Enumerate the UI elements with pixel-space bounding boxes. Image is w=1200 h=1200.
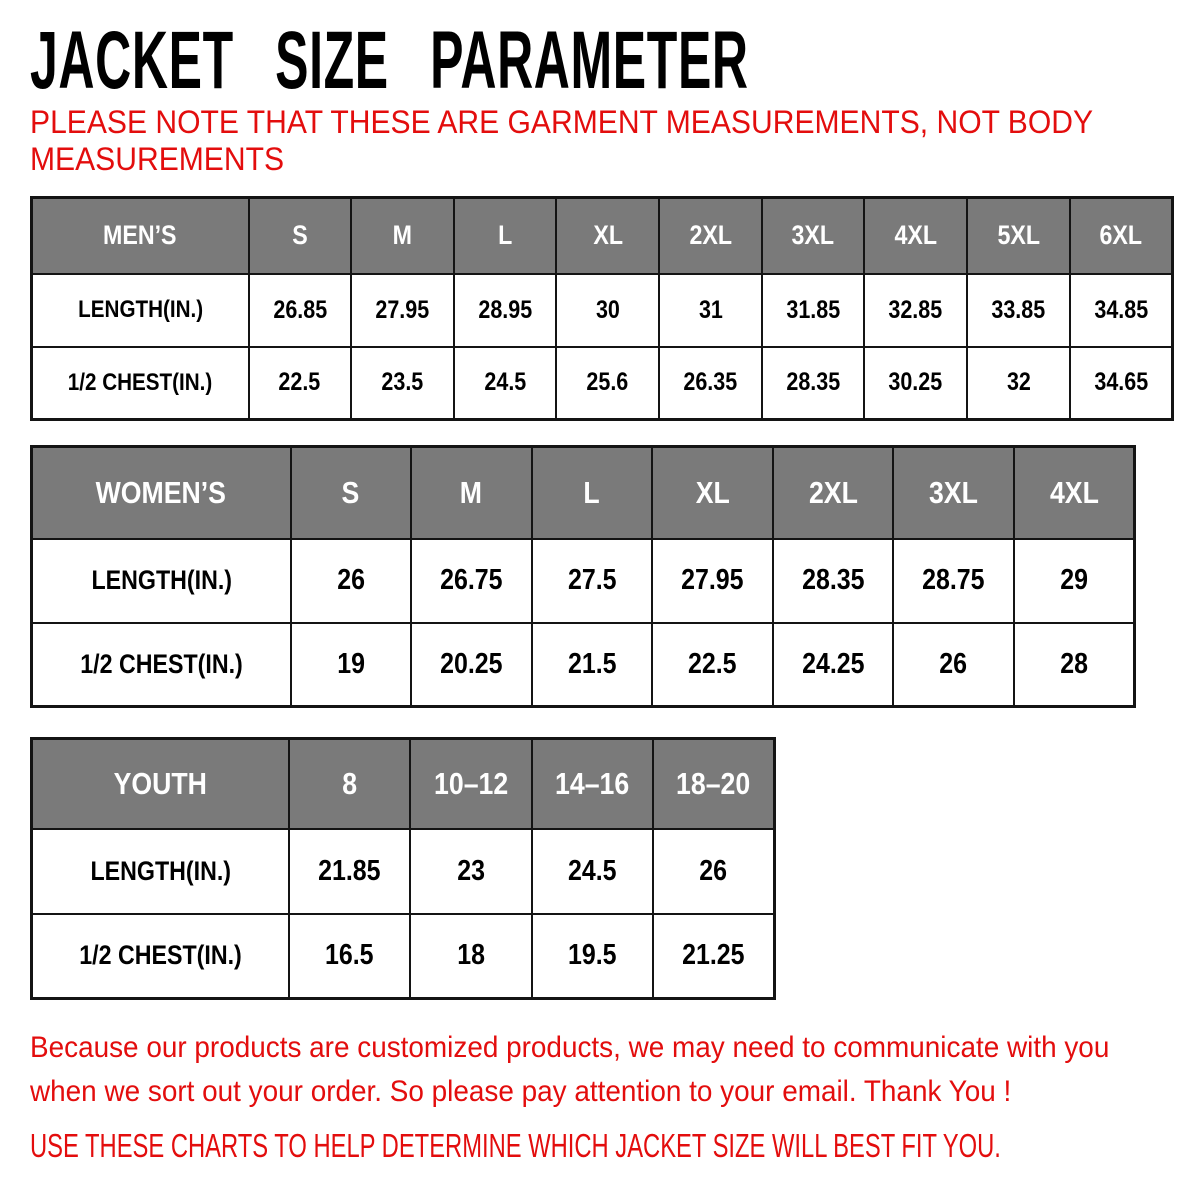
- measurement-value: 24.25: [801, 647, 865, 680]
- measurement-value-cell: [1014, 623, 1135, 707]
- measurement-value-cell: [289, 829, 411, 914]
- measurement-value-cell: [411, 623, 532, 707]
- size-label: 2XL: [689, 220, 732, 251]
- measurement-value-cell: [249, 274, 352, 347]
- measurement-value: 26.85: [272, 295, 327, 324]
- measurement-value: 30.25: [888, 368, 943, 397]
- measurement-value-cell: [653, 829, 775, 914]
- measurement-value-cell: [454, 274, 557, 347]
- measurement-value-cell: [773, 539, 894, 623]
- measurement-value-cell: [556, 347, 659, 420]
- size-label: XL: [695, 474, 730, 510]
- measurement-value: 19: [336, 647, 365, 680]
- measurement-value-cell: [454, 347, 557, 420]
- measurement-value-cell: [291, 623, 412, 707]
- row-label: 1/2 CHEST(IN.): [79, 648, 243, 679]
- table-row: [32, 274, 1173, 347]
- measurement-value-cell: [773, 623, 894, 707]
- size-label: 14–16: [555, 765, 630, 801]
- measurement-value-cell: [652, 623, 773, 707]
- measurement-value-cell: [893, 539, 1014, 623]
- measurement-value-cell: [291, 539, 412, 623]
- row-label: 1/2 CHEST(IN.): [78, 940, 242, 971]
- measurement-value: 31: [698, 295, 723, 324]
- measurement-value-cell: [249, 347, 352, 420]
- measurement-value: 26: [336, 564, 365, 596]
- size-label: M: [392, 220, 413, 251]
- youth-table-title-cell: [32, 739, 289, 829]
- measurement-value: 22.5: [688, 647, 737, 680]
- row-label-cell: [32, 914, 289, 999]
- measurement-value: 28.95: [478, 295, 533, 324]
- measurement-value-cell: [967, 274, 1070, 347]
- size-label: 2XL: [808, 474, 858, 510]
- youth-size-header-cell: [532, 739, 654, 829]
- youth-size-header-cell: [410, 739, 532, 829]
- measurement-value: 29: [1060, 564, 1088, 596]
- size-label: L: [583, 474, 601, 510]
- size-label: 8: [341, 765, 357, 801]
- measurement-value-cell: [351, 347, 454, 420]
- size-label: 10–12: [433, 765, 508, 801]
- youth-size-table: [30, 737, 776, 1000]
- row-label-cell: [32, 829, 289, 914]
- size-label: 18–20: [676, 765, 751, 801]
- measurement-value: 22.5: [278, 368, 321, 397]
- table-title: YOUTH: [113, 765, 207, 801]
- youth-header-row: [32, 739, 775, 829]
- measurement-value-cell: [351, 274, 454, 347]
- measurement-value: 16.5: [324, 939, 374, 972]
- measurement-value-cell: [762, 347, 865, 420]
- size-label: L: [498, 220, 513, 251]
- measurement-value: 32.85: [888, 295, 943, 324]
- mens-size-header-cell: [1070, 198, 1173, 274]
- row-label-cell: [32, 274, 249, 347]
- measurement-value: 23: [456, 854, 485, 887]
- womens-size-header-cell: [532, 447, 653, 539]
- table-title: WOMEN’S: [96, 474, 227, 510]
- measurement-value: 21.85: [318, 854, 381, 887]
- measurement-value: 25.6: [586, 368, 629, 397]
- measurement-value: 33.85: [991, 295, 1046, 324]
- mens-size-header-cell: [659, 198, 762, 274]
- mens-size-header-cell: [864, 198, 967, 274]
- mens-size-header-cell: [967, 198, 1070, 274]
- measurement-value: 26.35: [683, 368, 738, 397]
- row-label-cell: [32, 539, 291, 623]
- measurement-value-cell: [893, 623, 1014, 707]
- measurement-value: 28.35: [801, 564, 865, 596]
- youth-size-header-cell: [289, 739, 411, 829]
- chart-usage-instruction: USE THESE CHARTS TO HELP DETERMINE WHICH JACKET SIZE WILL BEST FIT YOU.: [30, 1127, 1001, 1164]
- youth-size-header-cell: [653, 739, 775, 829]
- measurement-value: 21.5: [567, 647, 617, 680]
- size-label: S: [292, 220, 308, 251]
- size-label: S: [341, 474, 360, 510]
- womens-size-header-cell: [1014, 447, 1135, 539]
- measurement-value-cell: [659, 274, 762, 347]
- customization-notice-line-1: Because our products are customized products, we may need to communicate with you: [30, 1031, 1110, 1064]
- measurement-value: 30: [595, 295, 620, 324]
- measurement-value: 34.85: [1093, 295, 1148, 324]
- row-label: LENGTH(IN.): [89, 855, 231, 886]
- mens-size-header-cell: [556, 198, 659, 274]
- measurement-value-cell: [289, 914, 411, 999]
- womens-size-header-cell: [411, 447, 532, 539]
- measurement-value: 28.75: [922, 564, 985, 596]
- womens-size-header-cell: [291, 447, 412, 539]
- note-line-2: MEASUREMENTS: [30, 141, 285, 177]
- note-line-1: PLEASE NOTE THAT THESE ARE GARMENT MEASUREMENTS, NOT BODY: [30, 104, 1094, 140]
- mens-size-header-cell: [762, 198, 865, 274]
- measurement-value: 24.5: [567, 854, 617, 887]
- measurement-value-cell: [411, 539, 532, 623]
- size-label: 3XL: [791, 220, 835, 251]
- measurement-value-cell: [967, 347, 1070, 420]
- size-label: 4XL: [1049, 474, 1099, 510]
- measurement-value: 24.5: [484, 368, 527, 397]
- customization-notice-line-2: when we sort out your order. So please pay attention to your email. Thank You !: [30, 1075, 1012, 1108]
- measurement-value: 27.95: [375, 295, 430, 324]
- table-row: [32, 914, 775, 999]
- mens-size-header-cell: [249, 198, 352, 274]
- measurement-value: 34.65: [1093, 368, 1148, 397]
- measurement-value: 31.85: [786, 295, 841, 324]
- measurement-value-cell: [532, 914, 654, 999]
- row-label-cell: [32, 623, 291, 707]
- table-row: [32, 623, 1135, 707]
- womens-table-title-cell: [32, 447, 291, 539]
- womens-header-row: [32, 447, 1135, 539]
- size-label: 5XL: [997, 220, 1040, 251]
- measurement-value: 27.95: [681, 564, 744, 596]
- row-label: LENGTH(IN.): [77, 296, 203, 323]
- womens-size-header-cell: [652, 447, 773, 539]
- measurement-value-cell: [410, 829, 532, 914]
- measurement-value: 32: [1006, 368, 1031, 397]
- row-label-cell: [32, 347, 249, 420]
- measurement-value-cell: [864, 347, 967, 420]
- table-title: MEN’S: [103, 220, 178, 251]
- mens-header-row: [32, 198, 1173, 274]
- size-label: 3XL: [929, 474, 979, 510]
- row-label: LENGTH(IN.): [90, 565, 232, 595]
- womens-size-header-cell: [773, 447, 894, 539]
- measurement-value: 20.25: [440, 647, 503, 680]
- garment-measurement-note: [30, 104, 1093, 178]
- measurement-value-cell: [532, 829, 654, 914]
- womens-size-table: [30, 445, 1136, 708]
- measurement-value: 21.25: [682, 939, 745, 972]
- measurement-value: 28.35: [786, 368, 841, 397]
- measurement-value: 18: [456, 939, 485, 972]
- table-row: [32, 539, 1135, 623]
- measurement-value: 19.5: [567, 939, 617, 972]
- measurement-value-cell: [532, 623, 653, 707]
- measurement-value-cell: [410, 914, 532, 999]
- measurement-value-cell: [653, 914, 775, 999]
- measurement-value-cell: [532, 539, 653, 623]
- size-label: XL: [592, 220, 623, 251]
- measurement-value: 26.75: [440, 564, 503, 596]
- mens-size-header-cell: [454, 198, 557, 274]
- measurement-value: 23.5: [381, 368, 424, 397]
- measurement-value-cell: [1014, 539, 1135, 623]
- table-row: [32, 829, 775, 914]
- mens-table-title-cell: [32, 198, 249, 274]
- measurement-value-cell: [659, 347, 762, 420]
- table-row: [32, 347, 1173, 420]
- measurement-value: 26: [939, 647, 968, 680]
- page-title: JACKET SIZE PARAMETER: [30, 15, 749, 106]
- customization-notice: [30, 1026, 1109, 1114]
- womens-size-header-cell: [893, 447, 1014, 539]
- measurement-value-cell: [556, 274, 659, 347]
- size-label: M: [460, 474, 483, 510]
- measurement-value: 27.5: [567, 564, 617, 596]
- row-label: 1/2 CHEST(IN.): [67, 368, 213, 396]
- mens-size-header-cell: [351, 198, 454, 274]
- size-label: 6XL: [1099, 220, 1143, 251]
- measurement-value-cell: [762, 274, 865, 347]
- measurement-value-cell: [652, 539, 773, 623]
- measurement-value: 26: [699, 854, 728, 887]
- size-label: 4XL: [894, 220, 938, 251]
- mens-size-table: [30, 196, 1174, 421]
- measurement-value-cell: [864, 274, 967, 347]
- measurement-value: 28: [1060, 647, 1088, 680]
- measurement-value-cell: [1070, 347, 1173, 420]
- measurement-value-cell: [1070, 274, 1173, 347]
